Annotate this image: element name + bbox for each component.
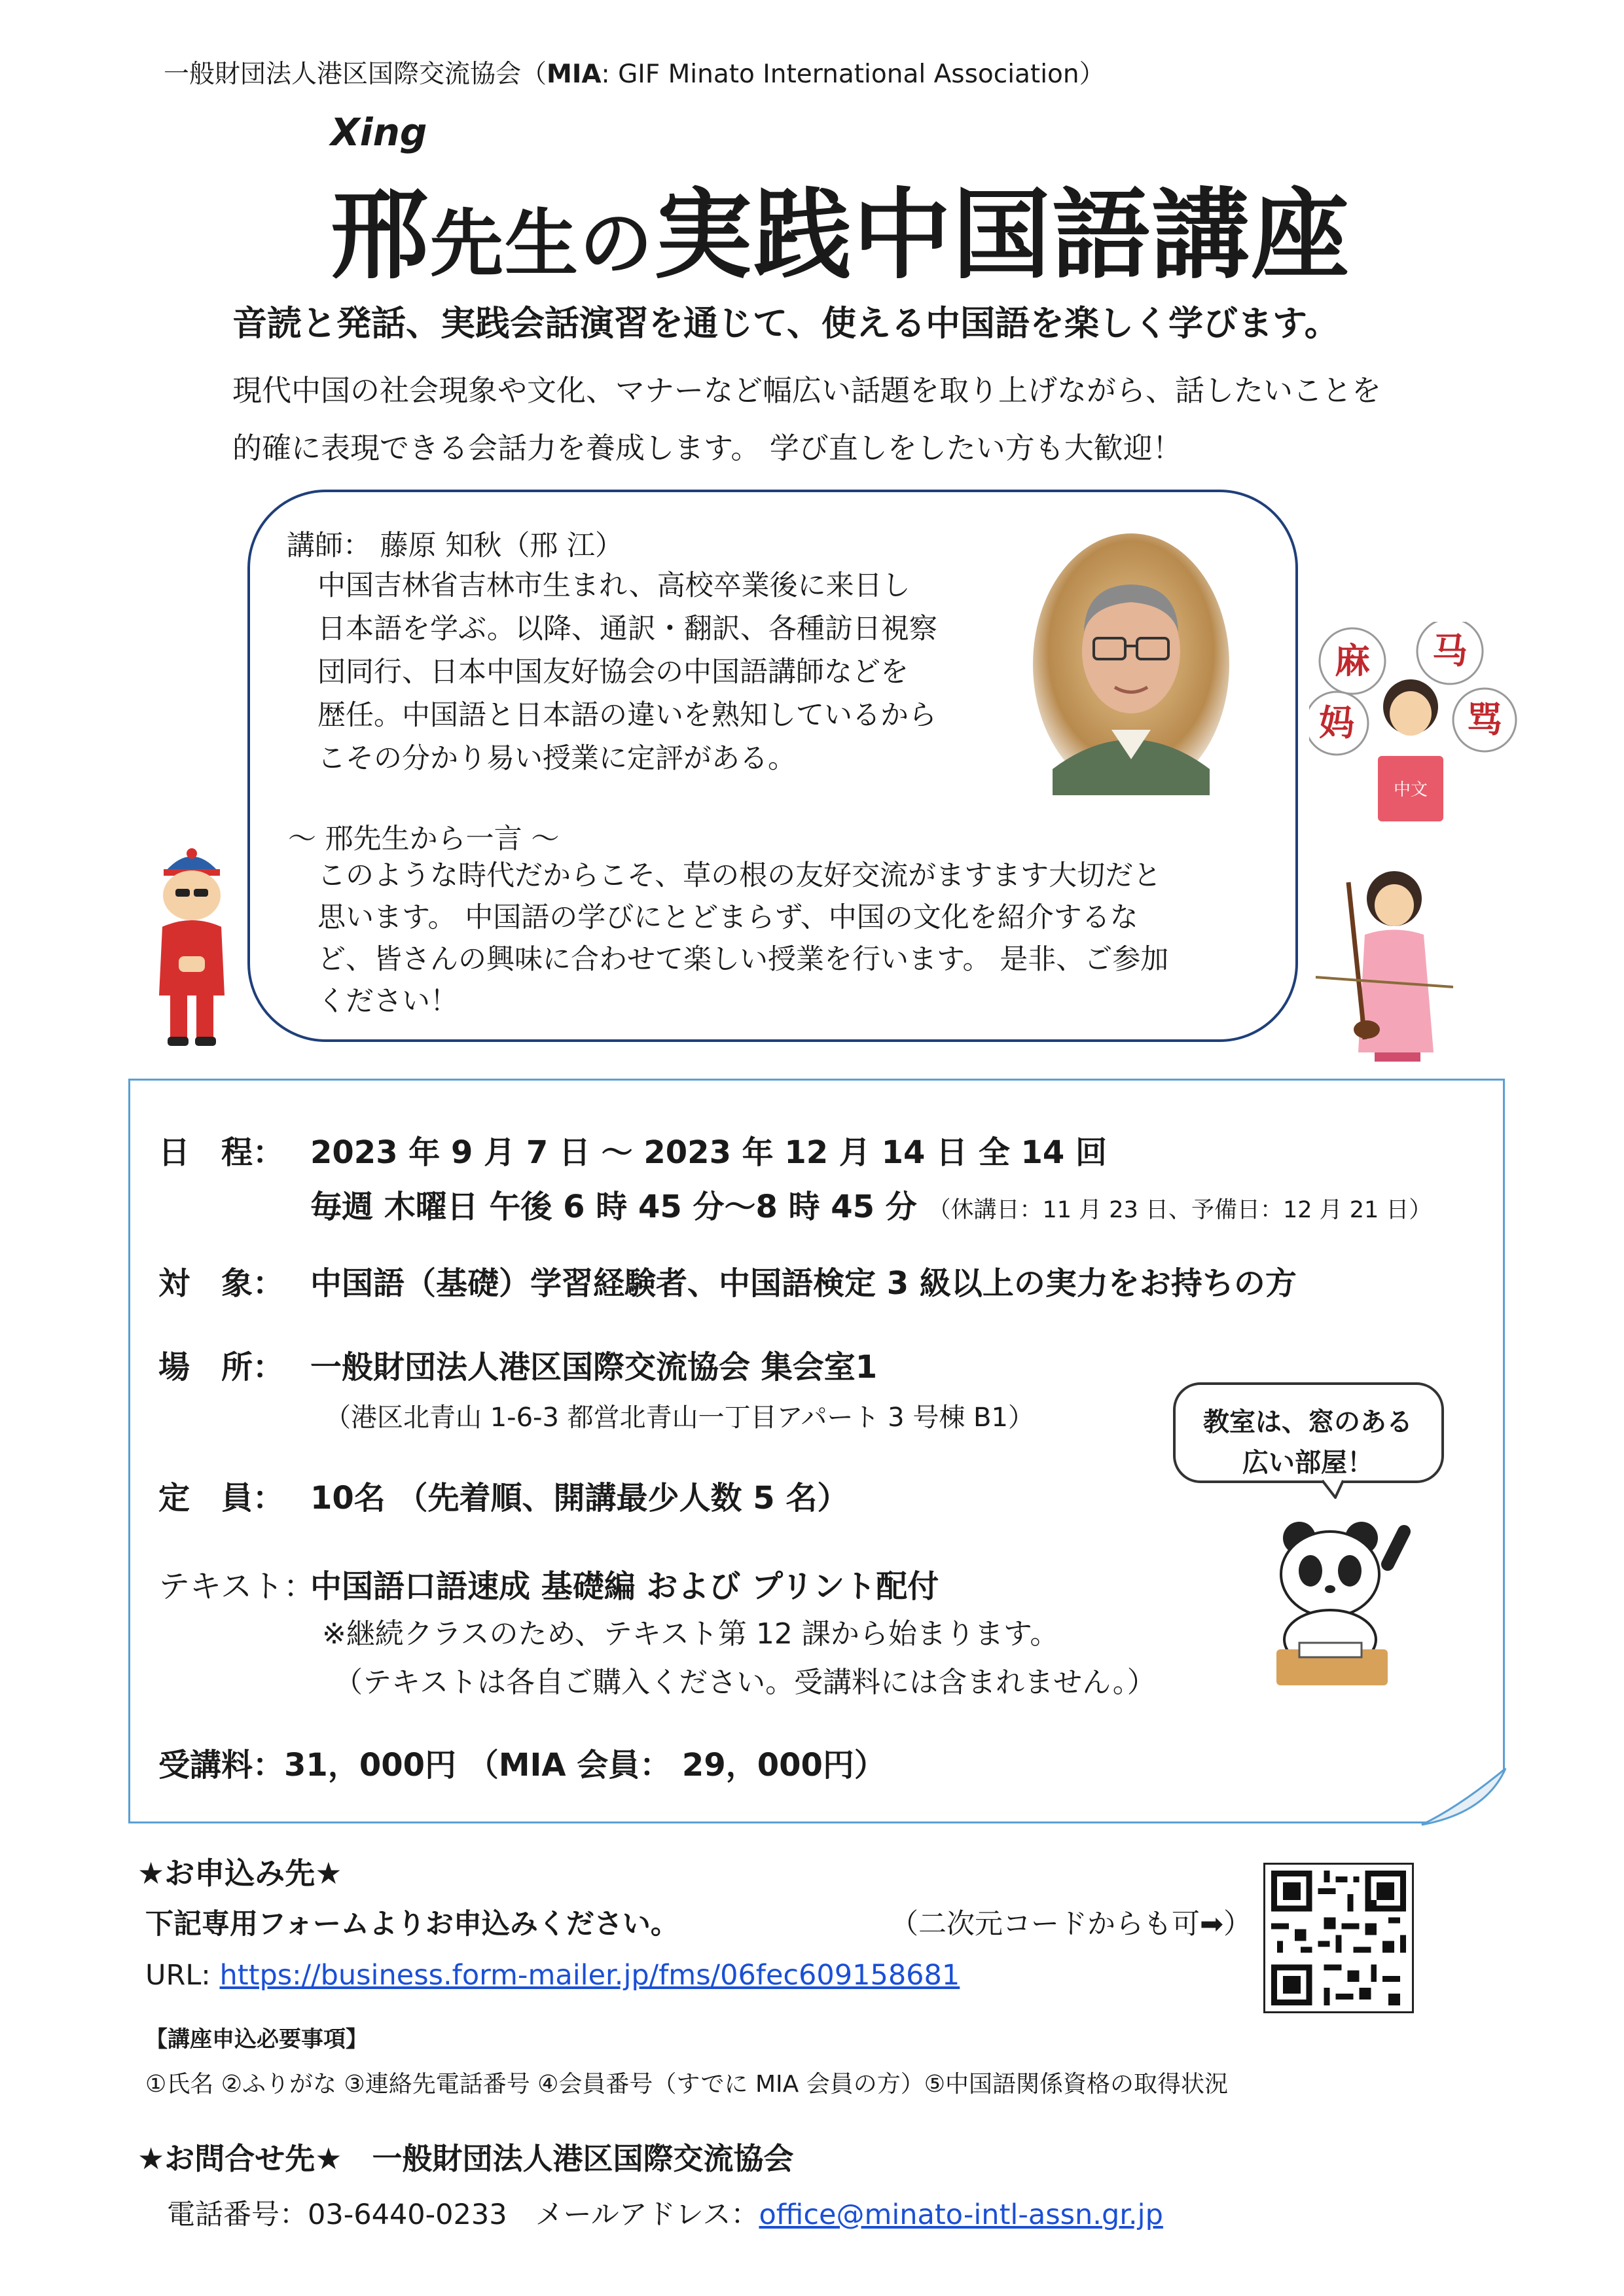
apply-instructions: 下記専用フォームよりお申込みください。 [145,1908,679,1941]
teacher-bio: 中国吉林省吉林市生まれ、高校卒業後に来日し 日本語を学ぶ。以降、通訳・翻訳、各種訪日視察 団同行、日本中国友好協会の中国語講師などを 歴任。中国語と日本語の違いを熟知しているから こその分かり易い授業に定評がある。 [317,569,937,775]
email-link[interactable]: office@minato-intl-assn.gr.jp [759,2198,1163,2231]
target-row: 対 象： 中国語（基礎）学習経験者、中国語検定 3 級以上の実力をお持ちの方 [158,1265,1297,1302]
capacity-row: 定 員： 10名 （先着順、開講最少人数 5 名） [158,1480,849,1516]
organization-line: 一般財団法人港区国際交流協会（MIA: GIF Minato International Association） [164,60,1105,89]
teacher-photo [1033,533,1229,795]
boy-illustration [143,835,241,1051]
teacher-name: 講師： 藤原 知秋（邢 江） [287,529,624,562]
place-row: 場 所： 一般財団法人港区国際交流協会 集会室1 [158,1349,878,1386]
page-curl-corner [1420,1767,1507,1826]
textbook-note-2: （テキストは各自ご購入ください。受講料には含まれません。） [334,1666,1156,1699]
textbook-row: テキスト：中国語口語速成 基礎編 および プリント配付 [158,1568,939,1605]
requirements-heading: 【講座申込必要事項】 [145,2026,368,2053]
girl-reading-illustration [1309,622,1525,831]
lead-text: 音読と発話、実践会話演習を通じて、使える中国語を楽しく学びます。 [232,304,1339,344]
textbook-note-1: ※継続クラスのため、テキスト第 12 課から始まります。 [322,1617,1059,1651]
char-4: 骂 [1467,699,1502,740]
intro-line-1: 現代中国の社会現象や文化、マナーなど幅広い話題を取り上げながら、話したいことを [232,373,1382,408]
apply-heading: ★お申込み先★ [137,1856,342,1891]
requirements-list: ①氏名 ②ふりがな ③連絡先電話番号 ④会員番号（すでに MIA 会員の方）⑤中国語関係資格の取得状況 [145,2071,1228,2098]
contact-heading: ★お問合せ先★ 一般財団法人港区国際交流協会 [137,2141,794,2176]
qr-note: （二次元コードからも可➡） [890,1908,1252,1941]
qr-code[interactable] [1263,1863,1414,2013]
teacher-message: このような時代だからこそ、草の根の友好交流がますます大切だと 思います。 中国語の学びにとどまらず、中国の文化を紹介するな ど、皆さんの興味に合わせて楽しい授業を行います。 是非、ご参加 ください！ [317,859,1169,1018]
char-1: 麻 [1335,640,1370,681]
schedule-row: 日 程： 2023 年 9 月 7 日 ～ 2023 年 12 月 14 日 全 14 回 [158,1134,1108,1171]
char-3: 妈 [1319,702,1354,744]
application-url: URL: https://business.form-mailer.jp/fms/06fec609158681 [145,1959,960,1992]
place-address: （港区北青山 1-6-3 都営北青山一丁目アパート 3 号棟 B1） [325,1403,1034,1433]
page-title: 邢先生の実践中国語講座 [331,179,1351,293]
intro-line-2: 的確に表現できる会話力を養成します。 学び直しをしたい方も大歓迎！ [232,431,1182,465]
fee-row: 受講料：31，000円 （MIA 会員： 29，000円） [158,1747,886,1784]
book-label: 中文 [1393,780,1428,800]
schedule-time-row: 毎週 木曜日 午後 6 時 45 分～8 時 45 分 （休講日：11 月 23 日、予備日：12 月 21 日） [310,1189,1432,1225]
message-title: ～ 邢先生から一言 ～ [288,823,560,855]
char-2: 马 [1432,630,1468,672]
contact-info: 電話番号：03-6440-0233 メールアドレス：office@minato-intl-assn.gr.jp [167,2198,1163,2231]
panda-illustration [1263,1512,1414,1689]
speech-text: 教室は、窓のある 広い部屋！ [1203,1407,1413,1478]
title-ruby: Xing [331,110,427,154]
erhu-player-illustration [1303,863,1473,1066]
application-link[interactable]: https://business.form-mailer.jp/fms/06fec609158681 [219,1959,960,1992]
